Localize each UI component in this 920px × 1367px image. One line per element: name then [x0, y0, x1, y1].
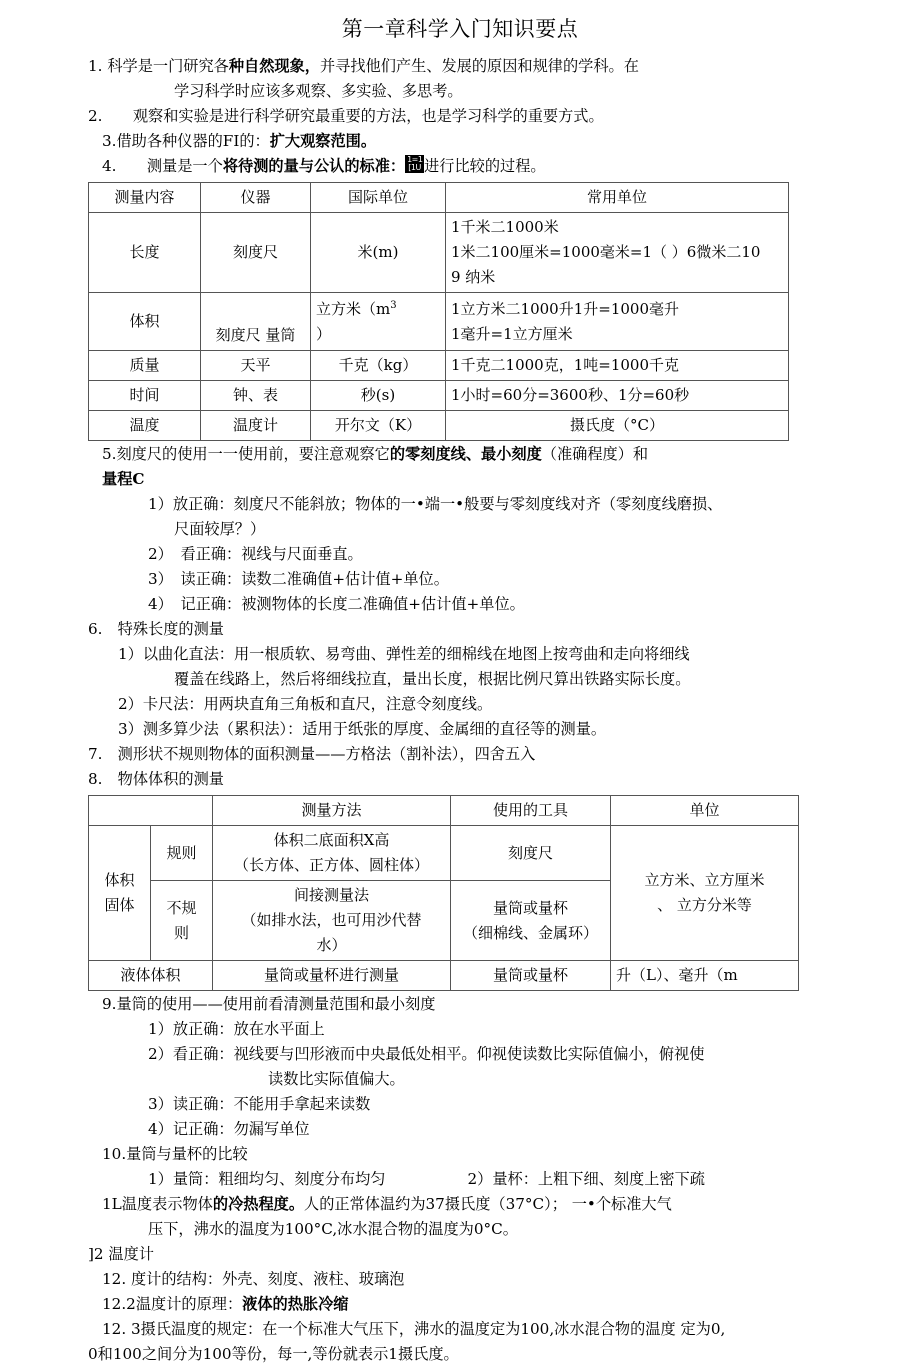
paragraph-item-1-line-1	[88, 54, 842, 79]
cell-instrument: 天平	[201, 351, 311, 381]
table-row	[89, 381, 789, 411]
cell-measure-content: 体积	[89, 293, 201, 351]
header-measure-content: 测量内容	[89, 183, 201, 213]
item3-text-pre: 3.借助各种仪器的FI的：	[102, 132, 270, 150]
cell-si-unit: 开尔文（K）	[311, 411, 446, 441]
common-unit-line: 1毫升=1立方厘米	[451, 324, 573, 343]
paragraph-item-4	[88, 154, 842, 179]
paragraph-item-10-title: 10.量筒与量杯的比较	[102, 1145, 248, 1163]
header-measure-method: 测量方法	[213, 796, 451, 826]
item4-text-pre: 4. 测量是一个	[102, 157, 223, 175]
paragraph-item-11-line-2: 压下，沸水的温度为100°C,冰水混合物的温度为0°C。	[148, 1220, 518, 1238]
table-row	[89, 213, 789, 293]
solid-label-line-1: 体积	[104, 871, 135, 889]
header-unit: 单位	[611, 796, 799, 826]
paragraph-item-2: 2. 观察和实验是进行科学研究最重要的方法，也是学习科学的重要方式。	[88, 107, 604, 125]
inverted-text-line-1: 1=1	[407, 155, 423, 164]
cell-si-unit	[311, 293, 446, 351]
cell-solid-unit	[611, 826, 799, 961]
item3-text-bold: 扩大观察范围。	[269, 132, 377, 150]
cell-common-unit: 1小时=60分=3600秒、1分=60秒	[446, 381, 789, 411]
cell-instrument: 刻度尺	[201, 213, 311, 293]
paragraph-item-12-3a: 12. 3摄氏温度的规定：在一个标准大气压下，沸水的温度定为100,冰水混合物的温度 定为0,	[102, 1320, 726, 1338]
table-row	[89, 351, 789, 381]
paragraph-item-11-line-1	[88, 1192, 842, 1217]
cell-measure-content: 时间	[89, 381, 201, 411]
method-line: 水）	[316, 936, 347, 954]
table-row	[89, 826, 799, 881]
paragraph-item-9-title: 9.量筒的使用——使用前看清测量范围和最小刻度	[102, 995, 436, 1013]
tool-line: 量筒或量杯	[492, 898, 568, 917]
item5-text-post: （准确程度）和	[541, 445, 649, 463]
method-line: 间接测量法	[293, 886, 369, 904]
table-header-row	[89, 183, 789, 213]
paragraph-item-6-title: 6. 特殊长度的测量	[88, 620, 224, 638]
cell-si-unit: 千克（kg）	[311, 351, 446, 381]
paragraph-item-3	[88, 129, 842, 154]
page-title: 第一章科学入门知识要点	[341, 17, 579, 41]
si-unit-post: ）	[316, 324, 332, 343]
cell-common-unit	[446, 213, 789, 293]
item10-sub-2: 2）量杯：上粗下细、刻度上密下疏	[467, 1170, 705, 1188]
cell-common-unit	[446, 293, 789, 351]
item4-text-post: 进行比较的过程。	[424, 157, 546, 175]
document-page	[0, 14, 920, 1363]
document-body	[0, 54, 920, 1367]
paragraph-item-5-sub-3: 3） 读正确：读数二准确值+估计值+单位。	[148, 570, 449, 588]
cell-regular-tools: 刻度尺	[451, 826, 611, 881]
common-unit-line: 1米二100厘米=1000毫米=1（ ）6微米二10	[451, 243, 761, 261]
paragraph-item-6-sub-1a: 1）以曲化直法：用一根质软、易弯曲、弹性差的细棉线在地图上按弯曲和走向将细线	[118, 645, 690, 663]
cell-liquid-method: 量筒或量杯进行测量	[213, 961, 451, 991]
common-unit-line: 9 纳米	[451, 268, 496, 286]
cell-liquid-unit: 升（L）、毫升（m	[611, 961, 799, 991]
unit-line: 立方米、立方厘米	[644, 871, 765, 889]
cell-regular-method	[213, 826, 451, 881]
method-line: （如排水法，也可用沙代替	[241, 911, 422, 929]
paragraph-item-9-sub-2a: 2）看正确：视线要与凹形液而中央最低处相平。仰视使读数比实际值偏小，俯视使	[148, 1045, 705, 1063]
cell-instrument: 钟、表	[201, 381, 311, 411]
item5-range-bold: 量程C	[102, 470, 145, 488]
paragraph-item-9-sub-3: 3）读正确：不能用手拿起来读数	[148, 1095, 371, 1113]
header-blank	[89, 796, 213, 826]
paragraph-item-5-line-2	[88, 467, 842, 492]
item11-text-bold: 的冷热程度。	[212, 1195, 304, 1213]
paragraph-item-8-title: 8. 物体体积的测量	[88, 770, 224, 788]
table-row	[89, 411, 789, 441]
table-header-row	[89, 796, 799, 826]
paragraph-item-5-sub-2: 2） 看正确：视线与尺面垂直。	[148, 545, 363, 563]
item1-text-post: 并寻找他们产生、发展的原因和规律的学科。在	[319, 57, 639, 75]
cell-measure-content: 长度	[89, 213, 201, 293]
cell-instrument: 刻度尺 量筒	[201, 293, 311, 351]
header-instrument: 仪器	[201, 183, 311, 213]
solid-label-line-2: 固体	[104, 896, 135, 914]
cell-measure-content: 温度	[89, 411, 201, 441]
cell-solid-volume-label	[89, 826, 151, 961]
paragraph-item-5-line-1	[88, 442, 842, 467]
item11-text-post: 人的正常体温约为37摄氏度（37°C）； 一•个标准大气	[304, 1195, 672, 1213]
paragraph-item-5-sub-4: 4） 记正确：被测物体的长度二准确值+估计值+单位。	[148, 595, 525, 613]
cell-si-unit: 秒(s)	[311, 381, 446, 411]
paragraph-item-7: 7. 测形状不规则物体的面积测量——方格法（割补法），四舍五入	[88, 745, 536, 763]
common-unit-line: 1立方米二1000升1升=1000毫升	[451, 299, 680, 318]
cell-measure-content: 质量	[89, 351, 201, 381]
inverted-text-badge	[405, 155, 424, 173]
method-line: 体积二底面积X高	[273, 831, 390, 849]
item12-2-text-bold: 液体的热胀冷缩	[242, 1295, 349, 1313]
unit-line: 、 立方分米等	[657, 896, 752, 914]
cell-common-unit: 摄氏度（°C）	[446, 411, 789, 441]
paragraph-item-12-1: 12. 度计的结构：外壳、刻度、液柱、玻璃泡	[102, 1270, 405, 1288]
units-table	[88, 182, 789, 441]
paragraph-item-6-sub-2: 2）卡尺法：用两块直角三角板和直尺，注意令刻度线。	[118, 695, 493, 713]
cell-liquid-tools: 量筒或量杯	[451, 961, 611, 991]
paragraph-item-12-2	[88, 1292, 842, 1317]
cell-regular-kind: 规则	[151, 826, 213, 881]
si-unit-exponent: 3	[390, 299, 397, 311]
inverted-text-line-2: [1U	[408, 163, 421, 172]
si-unit-pre: 立方米（m	[316, 299, 391, 318]
header-common-unit: 常用单位	[446, 183, 789, 213]
table-row	[89, 961, 799, 991]
item5-text-bold: 的零刻度线、最小刻度	[389, 445, 542, 463]
cell-instrument: 温度计	[201, 411, 311, 441]
item1-text-pre: 1. 科学是一门研究各	[88, 57, 229, 75]
table-row	[89, 293, 789, 351]
paragraph-item-6-sub-1b: 覆盖在线路上，然后将细线拉直，量出长度，根据比例尺算出铁路实际长度。	[174, 670, 691, 688]
item5-text-pre: 5.刻度尺的使用一一使用前，要注意观察它	[102, 445, 390, 463]
cell-common-unit: 1千克二1000克，1吨=1000千克	[446, 351, 789, 381]
common-unit-line: 1千米二1000米	[451, 218, 559, 236]
cell-irregular-method	[213, 881, 451, 961]
paragraph-item-9-sub-2b: 读数比实际值偏大。	[268, 1070, 405, 1088]
item4-text-bold: 将待测的量与公认的标准：	[222, 157, 406, 175]
kind-line: 则	[173, 923, 189, 942]
cell-liquid-volume-label: 液体体积	[89, 961, 213, 991]
cell-si-unit: 米(m)	[311, 213, 446, 293]
item1-text-bold: 种自然现象，	[228, 57, 320, 75]
paragraph-item-12-title: ]2 温度计	[88, 1245, 154, 1263]
paragraph-item-5-sub-1b: 尺面较厚？）	[174, 520, 266, 538]
item12-2-text-pre: 12.2温度计的原理：	[102, 1295, 243, 1313]
cell-irregular-tools	[451, 881, 611, 961]
paragraph-item-9-sub-4: 4）记正确：勿漏写单位	[148, 1120, 310, 1138]
header-tools-used: 使用的工具	[451, 796, 611, 826]
paragraph-item-5-sub-1a: 1）放正确：刻度尺不能斜放；物体的一•端一•般要与零刻度线对齐（零刻度线磨损、	[148, 495, 723, 513]
paragraph-item-10-subs	[88, 1167, 842, 1192]
tool-line: （细棉线、金属环）	[462, 923, 598, 942]
item11-text-pre: 1L温度表示物体	[102, 1195, 213, 1213]
cell-irregular-kind	[151, 881, 213, 961]
paragraph-item-9-sub-1: 1）放正确：放在水平面上	[148, 1020, 325, 1038]
paragraph-item-1-line-2: 学习科学时应该多观察、多实验、多思考。	[174, 82, 463, 100]
paragraph-item-12-3b: 0和100之间分为100等份，每一,等份就表示1摄氏度。	[88, 1345, 459, 1363]
method-line: （长方体、正方体、圆柱体）	[233, 856, 429, 874]
paragraph-item-6-sub-3: 3）测多算少法（累积法）：适用于纸张的厚度、金属细的直径等的测量。	[118, 720, 607, 738]
header-si-unit: 国际单位	[311, 183, 446, 213]
volume-measurement-table	[88, 795, 799, 991]
item10-sub-1: 1）量筒：粗细均匀、刻度分布均匀	[148, 1170, 386, 1188]
kind-line: 不规	[166, 898, 197, 917]
